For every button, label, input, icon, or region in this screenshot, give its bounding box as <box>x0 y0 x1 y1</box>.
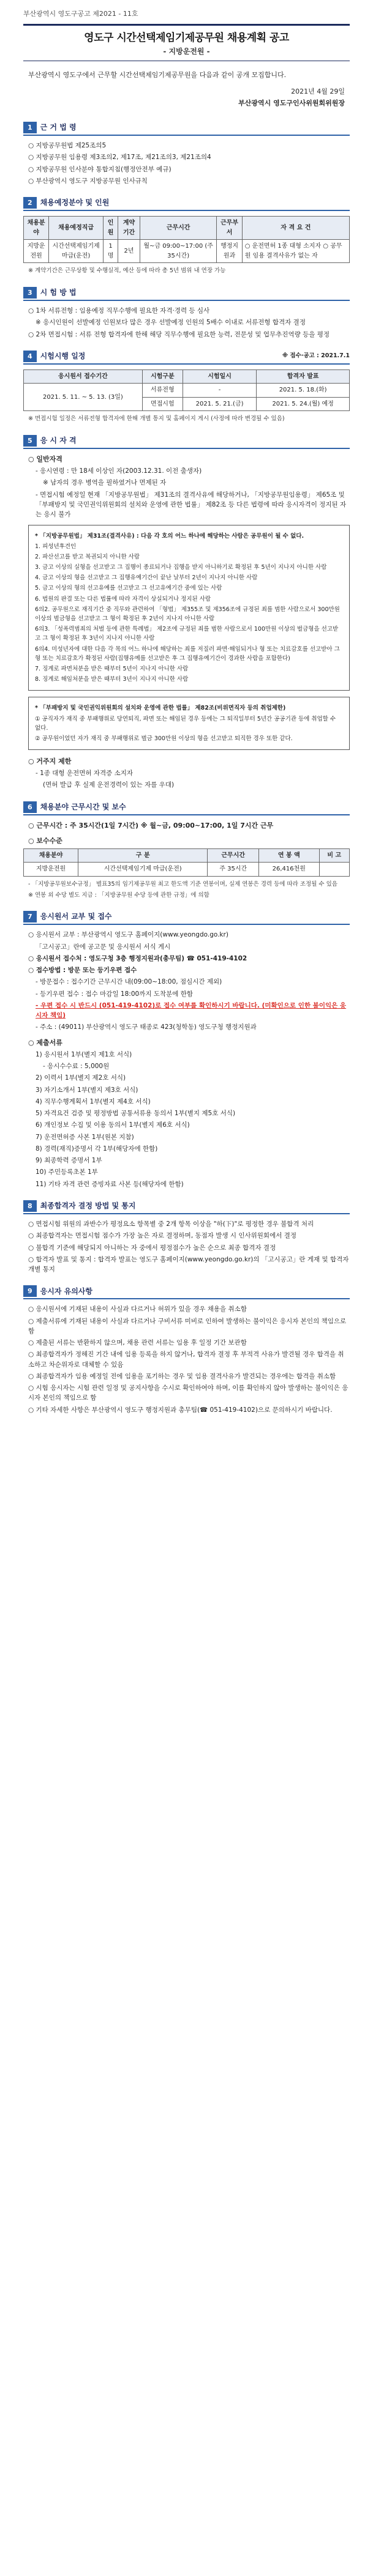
list-item: - 우편 접수 시 반드시 (051-419-4102)로 접수 여부를 확인하시기 바랍니다. (미확인으로 인한 불이익은 응시자 책임) <box>36 1001 347 1020</box>
section-schedule <box>23 351 350 424</box>
table-cell: ○ 운전면허 1종 대형 소지자 ○ 공무원 임용 결격사유가 없는 자 <box>242 240 349 263</box>
table-header: 응시원서 접수기간 <box>24 369 143 384</box>
section-application <box>23 911 350 1189</box>
list-item: 9) 최종학력 증명서 1부 <box>36 1157 102 1165</box>
intro-text: 부산광역시 영도구에서 근무할 시간선택제임기제공무원을 다음과 같이 공개 모집합니다. <box>28 70 287 79</box>
list-item: ○ 부산광역시 영도구 지방공무원 인사규칙 <box>28 177 148 185</box>
list-item: ○ 기타 자세한 사항은 부산광역시 영도구 행정지원과 총무팀(☎ 051-419-4102)으로 문의하시기 바랍니다. <box>28 1406 333 1414</box>
table-header: 구 분 <box>78 848 208 863</box>
box-title: * 「지방공무원법」 제31조(결격사유) : 다음 각 호의 어느 하나에 해당하는 사람은 공무원이 될 수 없다. <box>35 532 304 540</box>
section-header <box>23 1200 350 1214</box>
table-header: 근무시간 <box>140 217 217 240</box>
section-title: 근 거 법 령 <box>40 123 77 132</box>
table-cell: 주 35시간 <box>208 863 259 877</box>
list-item: - 주소 : (49011) 부산광역시 영도구 태종로 423(청학동) 영도구청 행정지원과 <box>36 1023 257 1031</box>
table-header: 비 고 <box>319 848 350 863</box>
list-item: ○ 제출된 서류는 반환하지 않으며, 채용 관련 서류는 임용 후 일정 기간 보관함 <box>28 1339 247 1347</box>
table-header: 시험일시 <box>183 369 256 384</box>
section-positions <box>23 197 350 276</box>
list-item: ○ 지방공무원법 제25조의5 <box>28 142 107 150</box>
license-requirement-heading: ○ 거주지 제한 <box>28 757 72 766</box>
anti-corruption-box <box>28 697 350 750</box>
schedule-table <box>23 369 350 412</box>
section-number: 5 <box>23 435 37 447</box>
table-header: 채용분야 <box>24 217 49 240</box>
list-item: 10) 주민등록초본 1부 <box>36 1168 98 1176</box>
section-header <box>23 197 350 211</box>
list-item: (면허 발급 후 실제 운전경력이 있는 자를 우대) <box>43 781 175 789</box>
section-number: 7 <box>23 911 37 922</box>
section-final-decision <box>23 1200 350 1274</box>
list-item: 3) 자기소개서 1부(별지 제3호 서식) <box>36 1086 138 1094</box>
section-header <box>23 287 350 301</box>
table-cell: 행정지원과 <box>217 240 242 263</box>
list-item: ○ 최종합격자가 정해진 기간 내에 임용 등록을 하지 않거나, 합격자 결정 후 부적격 사유가 발견될 경우 합격을 취소하고 차순위자로 대체할 수 있음 <box>28 1351 344 1368</box>
schedule-note: ※ 면접시험 일정은 서류전형 합격자에 한해 개별 통지 및 홈페이지 게시 (사정에 따라 변경될 수 있음) <box>28 415 285 423</box>
section-number: 2 <box>23 197 37 209</box>
list-item: ○ 2차 면접시험 : 서류 전형 합격자에 한해 해당 직무수행에 필요한 능력, 전문성 및 업무추진역량 등을 평정 <box>28 330 330 338</box>
section-header <box>23 911 350 925</box>
list-item: ○ 시험 응시자는 시험 관련 일정 및 공지사항을 수시로 확인하여야 하며, 이를 확인하지 않아 발생하는 불이익은 응시자 본인의 책임으로 함 <box>28 1384 349 1402</box>
list-item: - 응시연령 : 만 18세 이상인 자(2003.12.31. 이전 출생자) <box>36 467 202 475</box>
table-cell: 2021. 5. 11. ~ 5. 13. (3일) <box>24 384 143 411</box>
table-cell: 시간선택제임기제 마급(운전) <box>49 240 104 263</box>
list-item: 5) 자격요건 검증 및 평정방법 공통서류용 동의서 1부(별지 제5호 서식) <box>36 1110 236 1118</box>
list-item: ○ 지방공무원 인사분야 통합지침(행정안전부 예규) <box>28 165 171 173</box>
title-box <box>23 24 350 61</box>
section-number: 1 <box>23 122 37 133</box>
list-item: ○ 최종합격자가 임용 예정일 전에 임용을 포기하는 경우 및 임용 결격사유가 발견되는 경우에는 합격을 취소함 <box>28 1372 336 1380</box>
section-header <box>23 435 350 449</box>
table-header: 채용분야 <box>24 848 78 863</box>
table-header: 인원 <box>103 217 118 240</box>
box-item: 4. 금고 이상의 형을 선고받고 그 집행유예기간이 끝난 날부터 2년이 지나지 아니한 사람 <box>35 574 258 582</box>
box-title: * 「부패방지 및 국민권익위원회의 설치와 운영에 관한 법률」 제82조(비위면직자 등의 취업제한) <box>35 705 286 712</box>
section-header <box>23 122 350 136</box>
table-cell: 지방운전원 <box>24 240 49 263</box>
positions-note: ※ 계약기간은 근무상황 및 수행실적, 예산 등에 따라 총 5년 범위 내 연장 가능 <box>28 267 226 275</box>
general-qualification-heading: ○ 일반자격 <box>28 455 62 464</box>
section-number: 3 <box>23 287 37 299</box>
box-item: 3. 금고 이상의 실형을 선고받고 그 집행이 종료되거나 집행을 받지 아니하기로 확정된 후 5년이 지나지 아니한 사람 <box>35 564 327 571</box>
notice-number: 부산광역시 영도구공고 제2021 - 11호 <box>23 10 138 18</box>
section-number: 6 <box>23 801 37 813</box>
section-title: 시 험 방 법 <box>40 288 77 297</box>
list-item: 2) 이력서 1부(별지 제2호 서식) <box>36 1074 126 1082</box>
table-cell: 서류전형 <box>142 384 183 398</box>
table-header-row <box>24 217 350 240</box>
box-item: ① 공직자가 재직 중 부패행위로 당연퇴직, 파면 또는 해임된 경우 등에는 그 퇴직일부터 5년간 공공기관 등에 취업할 수 없다. <box>35 715 336 732</box>
table-header: 합격자 발표 <box>257 369 350 384</box>
section-header <box>23 351 350 365</box>
list-item: 7) 운전면허증 사본 1부(원본 지참) <box>36 1133 134 1141</box>
list-item: 「고시공고」란에 공고문 및 응시원서 서식 게시 <box>36 943 171 951</box>
section-title: 채용분야 근무시간 및 보수 <box>40 802 126 811</box>
list-item: - 1종 대형 운전면허 자격증 소지자 <box>36 770 134 778</box>
list-item: ※ 남자의 경우 병역을 필하였거나 면제된 자 <box>43 479 167 487</box>
list-item: 1) 응시원서 1부(별지 제1호 서식) <box>36 1050 132 1058</box>
box-item: 6의3. 「성폭력범죄의 처벌 등에 관한 특례법」 제2조에 규정된 죄를 범한 사람으로서 100만원 이상의 벌금형을 선고받고 그 형이 확정된 후 3년이 지나지 아니한 사람 <box>35 626 339 642</box>
section-title: 최종합격자 결정 방법 및 통지 <box>40 1201 136 1211</box>
table-row <box>24 384 350 398</box>
section-title: 응 시 자 격 <box>40 436 77 445</box>
list-item: ○ 합격자 발표 및 통지 : 합격자 발표는 영도구 홈페이지(www.yeongdo.go.kr)의 「고시공고」란 게재 및 합격자 개별 통지 <box>28 1255 349 1274</box>
work-hours: ○ 근무시간 : 주 35시간(1일 7시간) ※ 월~금, 09:00~17:00, 1일 7시간 근무 <box>28 821 274 830</box>
pay-table <box>23 848 350 877</box>
table-cell: 2021. 5. 24.(월) 예정 <box>257 397 350 411</box>
list-item: ○ 1차 서류전형 : 임용예정 직무수행에 필요한 자격·경력 등 심사 <box>28 307 210 315</box>
documents-heading: ○ 제출서류 <box>28 1038 62 1047</box>
table-header-row <box>24 369 350 384</box>
table-row <box>24 240 350 263</box>
schedule-reference: ※ 접수·공고 : 2021.7.1 <box>282 352 350 359</box>
positions-table <box>23 216 350 263</box>
box-item: 7. 징계로 파면처분을 받은 때부터 5년이 지나지 아니한 사람 <box>35 665 189 672</box>
section-number: 8 <box>23 1200 37 1212</box>
table-cell: 26,416천원 <box>259 863 319 877</box>
issuer: 부산광역시 영도구인사위원회위원장 <box>238 99 345 108</box>
table-header: 근무부서 <box>217 217 242 240</box>
section-title: 시험시행 일정 <box>40 352 86 361</box>
section-header <box>23 1285 350 1299</box>
list-item: ○ 불합격 기준에 해당되지 아니하는 자 중에서 평정점수가 높은 순으로 최종 합격자 결정 <box>28 1244 276 1252</box>
box-item: 5. 금고 이상의 형의 선고유예를 선고받고 그 선고유예기간 중에 있는 사람 <box>35 585 222 592</box>
list-item: 4) 직무수행계획서 1부(별지 제4호 서식) <box>36 1097 151 1105</box>
table-cell: - <box>183 384 256 398</box>
box-item: 1. 피성년후견인 <box>35 543 77 550</box>
section-title: 응시원서 교부 및 접수 <box>40 912 112 921</box>
table-cell: 지방운전원 <box>24 863 78 877</box>
table-cell: 2년 <box>118 240 140 263</box>
table-header: 시험구분 <box>142 369 183 384</box>
page-title: 영도구 시간선택제임기제공무원 채용계획 공고 <box>84 32 289 45</box>
table-row <box>24 863 350 877</box>
section-title: 채용예정분야 및 인원 <box>40 198 110 207</box>
pay-note: - 「지방공무원보수규정」 별표35의 임기제공무원 최고 한도액 기준 연봉이며, 실제 연봉은 경력 등에 따라 조정될 수 있음 <box>28 880 337 888</box>
list-item: ○ 면접시험 위원의 과반수가 평정요소 항목별 중 2개 항목 이상을 "하(下)"로 평정한 경우 불합격 처리 <box>28 1220 314 1228</box>
table-cell: 2021. 5. 18.(화) <box>257 384 350 398</box>
list-item: - 등기우편 접수 : 접수 마감일 18:00까지 도착분에 한함 <box>36 990 194 998</box>
box-item: 6. 법원의 판결 또는 다른 법률에 따라 자격이 상실되거나 정지된 사람 <box>35 595 211 603</box>
table-header: 자 격 요 건 <box>242 217 349 240</box>
table-header: 연 봉 액 <box>259 848 319 863</box>
box-item: 6의2. 공무원으로 재직기간 중 직무와 관련하여 「형법」 제355조 및 제356조에 규정된 죄를 범한 사람으로서 300만원 이상의 벌금형을 선고받고 그 형이 확정된 후 2년이 지나지 아니한 사람 <box>35 606 340 623</box>
list-item: - 방문접수 : 접수기간 근무시간 내(09:00~18:00, 점심시간 제외) <box>36 978 222 986</box>
list-item: 8) 경력(재직)증명서 각 1부(해당자에 한함) <box>36 1145 158 1153</box>
announcement-date: 2021년 4월 29일 <box>291 87 345 96</box>
page-subtitle: - 지방운전원 - <box>163 47 210 56</box>
section-hours-pay <box>23 801 350 900</box>
section-number: 4 <box>23 351 37 362</box>
list-item: ○ 지방공무원 임용령 제3조의2, 제17조, 제21조의3, 제21조의4 <box>28 154 211 161</box>
table-cell <box>319 863 350 877</box>
table-header: 채용예정직급 <box>49 217 104 240</box>
section-qualifications <box>23 435 350 790</box>
list-item: 11) 기타 자격 관련 증빙자료 사본 등(해당자에 한함) <box>36 1180 184 1188</box>
box-item: 2. 파산선고를 받고 복권되지 아니한 사람 <box>35 553 140 560</box>
table-cell: 2021. 5. 21.(금) <box>183 397 256 411</box>
box-item: ② 공무원이었던 자가 재직 중 부패행위로 벌금 300만원 이상의 형을 선고받고 퇴직한 경우 또한 같다. <box>35 735 293 742</box>
table-cell: 1명 <box>103 240 118 263</box>
list-item: ※ 응시인원이 선발예정 인원보다 많은 경우 선발예정 인원의 5배수 이내로 서류전형 합격자 결정 <box>36 319 306 327</box>
disqualification-box <box>28 525 350 691</box>
section-number: 9 <box>23 1285 37 1297</box>
pay-heading: ○ 보수수준 <box>28 836 62 845</box>
section-notes <box>23 1285 350 1415</box>
table-cell: 시간선택제임기제 마급(운전) <box>78 863 208 877</box>
list-item: 6) 개인정보 수집 및 이용 동의서 1부(별지 제6호 서식) <box>36 1121 190 1129</box>
table-header: 계약기간 <box>118 217 140 240</box>
box-item: 8. 징계로 해임처분을 받은 때부터 3년이 지나지 아니한 사람 <box>35 676 189 683</box>
section-header <box>23 801 350 815</box>
table-header: 근무시간 <box>208 848 259 863</box>
section-legal-basis <box>23 122 350 186</box>
list-item: - 면접시험 예정일 현재 「지방공무원법」 제31조의 결격사유에 해당하거나, 「지방공무원임용령」 제65조 및 「부패방지 및 국민권익위원회의 설치와 운영에 관한 법률」 제82조 등 다른 법령에 따라 응시자격이 정지된 자는 응시 불가 <box>36 491 347 519</box>
list-item: ○ 제출서류에 기재된 내용이 사실과 다르거나 구비서류 미비로 인하여 발생하는 불이익은 응시자 본인의 책임으로 함 <box>28 1317 347 1335</box>
list-item: ○ 응시원서 교부 : 부산광역시 영도구 홈페이지(www.yeongdo.go.kr) <box>28 931 228 939</box>
section-exam-method <box>23 287 350 340</box>
section-title: 응시자 유의사항 <box>40 1286 92 1296</box>
list-item: ○ 응시원서 접수처 : 영도구청 3층 행정지원과(총무팀) ☎ 051-419-4102 <box>28 954 247 962</box>
pay-note: ※ 연봉 외 수당 별도 지급 : 「지방공무원 수당 등에 관한 규정」에 의함 <box>28 891 209 899</box>
list-item: ○ 최종합격자는 면접시험 점수가 가장 높은 자로 결정하며, 동점자 발생 시 인사위원회에서 결정 <box>28 1232 296 1240</box>
table-cell: 월~금 09:00~17:00 (주 35시간) <box>140 240 217 263</box>
table-cell: 면접시험 <box>142 397 183 411</box>
table-header-row <box>24 848 350 863</box>
box-item: 6의4. 미성년자에 대한 다음 각 목의 어느 하나에 해당하는 죄를 저질러 파면·해임되거나 형 또는 치료감호를 선고받아 그 형 또는 치료감호가 확정된 사람(집행유예를 선고받은 후 그 집행유예기간이 경과한 사람을 포함한다) <box>35 645 340 662</box>
list-item: ○ 접수방법 : 방문 또는 등기우편 접수 <box>28 967 137 974</box>
list-item: ○ 응시원서에 기재된 내용이 사실과 다르거나 허위가 있을 경우 채용을 취소함 <box>28 1305 247 1313</box>
list-item: - 응시수수료 : 5,000원 <box>43 1063 110 1070</box>
